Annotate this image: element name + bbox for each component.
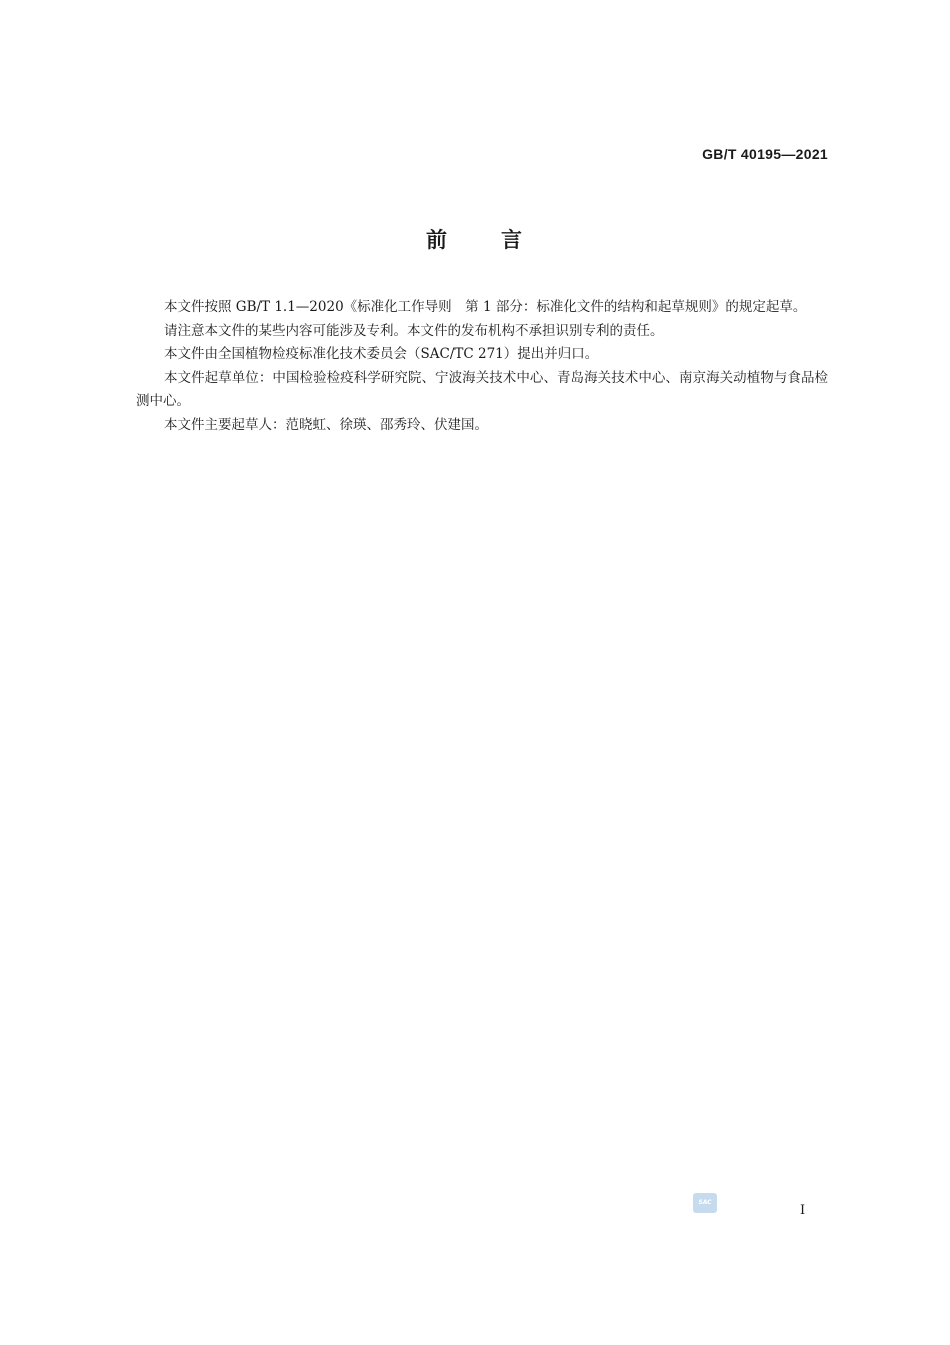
page-title [0,224,950,254]
paragraph-drafting-units: 本文件起草单位：中国检验检疫科学研究院、宁波海关技术中心、青岛海关技术中心、南京海关动植物与食品检测中心。 [136,369,828,409]
paragraph-drafting-rules: 本文件按照 GB/T 1.1—2020《标准化工作导则 第 1 部分：标准化文件的结构和起草规则》的规定起草。 [164,299,807,315]
paragraph-drafters: 本文件主要起草人：范晓虹、徐瑛、邵秀玲、伏建国。 [164,416,488,433]
standard-code: GB/T 40195—2021 [702,146,828,162]
paragraph-committee: 本文件由全国植物检疫标准化技术委员会（SAC/TC 271）提出并归口。 [164,346,599,362]
page-number: Ⅰ [800,1203,806,1218]
paragraph-patent-notice: 请注意本文件的某些内容可能涉及专利。本文件的发布机构不承担识别专利的责任。 [164,322,664,339]
page-title-part2: 言 [501,228,524,252]
foreword-body [136,296,828,437]
sac-logo-watermark: SAC [693,1193,717,1213]
page-title-part1: 前 [426,228,449,252]
